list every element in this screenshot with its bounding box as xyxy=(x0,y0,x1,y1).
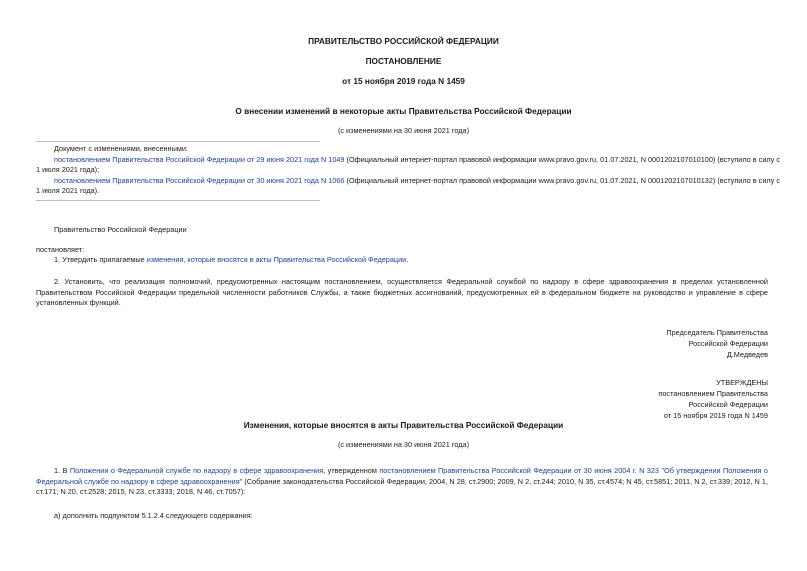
change-item-2-details: (Официальный интернет-портал правовой информации www.pravo.gov.ru, 01.07.2021, N 0001202107010132) (вступило в силу с xyxy=(344,176,780,185)
government-heading: ПРАВИТЕЛЬСТВО РОССИЙСКОЙ ФЕДЕРАЦИИ xyxy=(308,36,499,46)
document-date-number: от 15 ноября 2019 года N 1459 xyxy=(342,76,465,86)
changes-top-rule xyxy=(36,141,320,142)
change-item-2-cont: 1 июля 2021 года). xyxy=(36,186,100,195)
annex-p1-middle: , утвержденном xyxy=(323,466,380,475)
paragraph-2: 2. Установить, что реализация полномочий, предусмотренных настоящим постановлением, осуществляется Федеральной службой по надзору в сфере здравоохранения в пределах установленной Правительством Российской Федерации предельной численности работников Службы, а также бюджетных ассигнований, предусмотренных ей в федеральном бюджете на руководство и управление в сфере установленных функций. xyxy=(36,277,768,308)
signature-position-2: Российской Федерации xyxy=(688,339,768,348)
document-type: ПОСТАНОВЛЕНИЕ xyxy=(365,56,442,66)
decrees-text: постановляет: xyxy=(36,245,85,254)
annex-amendment-note: (с изменениями на 30 июня 2021 года) xyxy=(337,440,470,449)
annex-p1-suffix: (Собрание законодательства Российской Федерации, 2004, N 28, ст.2900; 2009, N 2, ст.244; 2010, N 35, ст.4574; N 45, ст.5851; 2011, N 2, ст.339; 2012, N 1, ст.171; N 20, ст.2528; 2015, N 23, ст.3333; 2018, N 46, ст.7057): xyxy=(36,476,768,497)
changes-annex-link[interactable]: изменения, которые вносятся в акты Правительства Российской Федерации xyxy=(146,255,407,264)
signature-position: Председатель Правительства xyxy=(666,328,768,337)
document-title: О внесении изменений в некоторые акты Правительства Российской Федерации xyxy=(235,106,572,116)
approved-label: УТВЕРЖДЕНЫ xyxy=(716,378,768,387)
change-item-2 xyxy=(54,176,780,186)
paragraph-1-prefix: 1. Утвердить прилагаемые xyxy=(54,255,147,264)
approved-line-2: постановлением Правительства xyxy=(658,389,768,398)
regulation-link[interactable]: Положении о Федеральной службе по надзору в сфере здравоохранения xyxy=(69,466,324,475)
annex-paragraph-1 xyxy=(36,466,768,498)
amendment-note: (с изменениями на 30 июня 2021 года) xyxy=(337,126,470,135)
change-link-1066[interactable]: постановлением Правительства Российской Федерации от 30 июня 2021 года N 1066 xyxy=(54,176,345,185)
paragraph-1 xyxy=(54,255,408,265)
approved-line-3: Российской Федерации xyxy=(688,400,768,409)
changes-bottom-rule xyxy=(36,200,320,201)
change-item-1-cont: 1 июля 2021 года); xyxy=(36,165,100,174)
government-rf-text: Правительство Российской Федерации xyxy=(54,225,187,234)
signature-name: Д.Медведев xyxy=(726,350,768,359)
changes-intro: Документ с изменениями, внесенными: xyxy=(54,144,188,153)
annex-p1-prefix: 1. В xyxy=(54,466,70,475)
approved-line-4: от 15 ноября 2019 года N 1459 xyxy=(663,411,768,420)
decree-323-link[interactable]: постановлением Правительства Российской Федерации от 30 июня 2004 г. N 323 "Об утверждении Положения о Федеральной службе по надзору в сфере здравоохранения" xyxy=(36,466,768,486)
annex-title: Изменения, которые вносятся в акты Правительства Российской Федерации xyxy=(243,420,564,430)
change-link-1049[interactable]: постановлением Правительства Российской Федерации от 29 июня 2021 года N 1049 xyxy=(54,155,345,164)
paragraph-1-suffix: . xyxy=(406,255,409,264)
subparagraph-a: а) дополнить подпунктом 5.1.2.4 следующего содержания: xyxy=(54,511,253,520)
change-item-1-details: (Официальный интернет-портал правовой информации www.pravo.gov.ru, 01.07.2021, N 0001202107010100) (вступило в силу с xyxy=(344,155,780,164)
change-item-1 xyxy=(54,155,780,165)
